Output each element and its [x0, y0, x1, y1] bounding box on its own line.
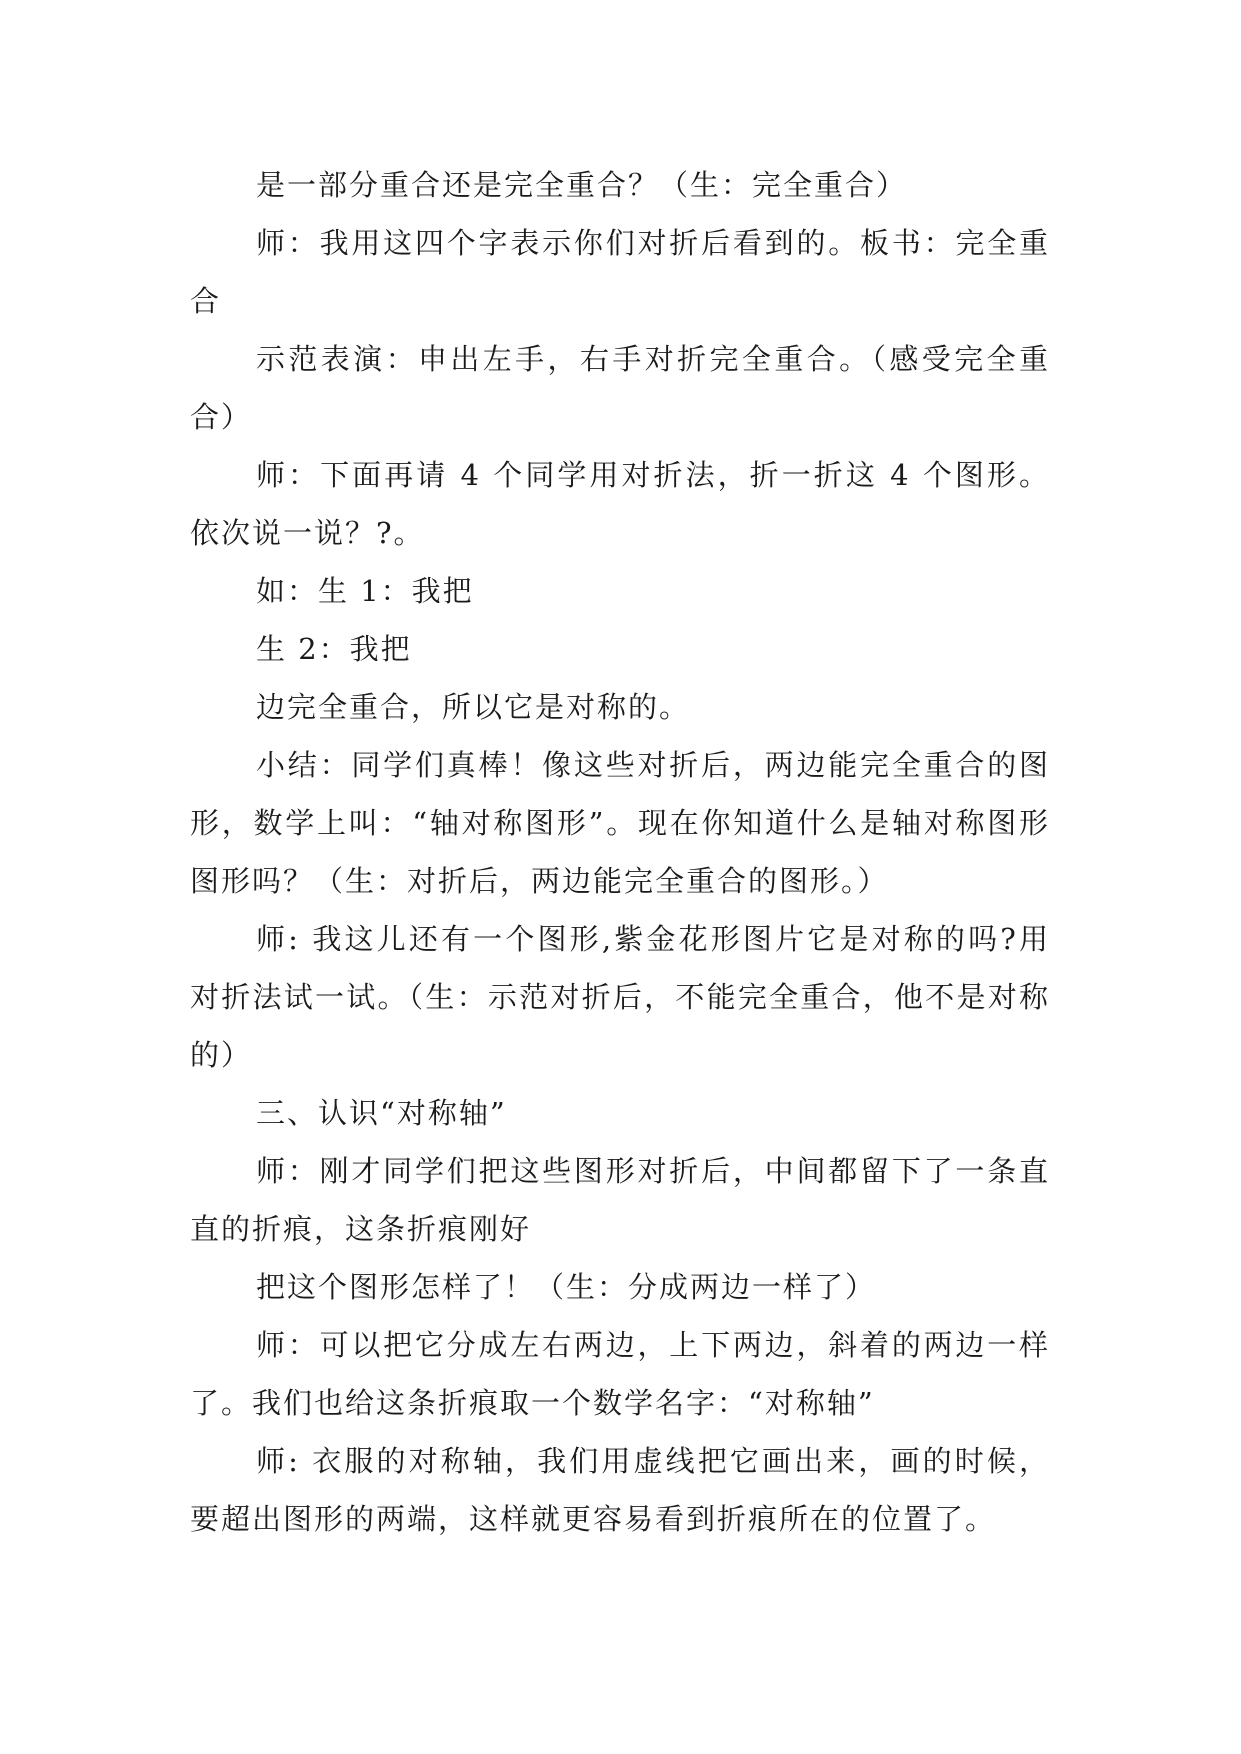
paragraph-4: 师：下面再请 4 个同学用对折法，折一折这 4 个图形。依次说一说？?。: [190, 458, 1050, 550]
document-body: [190, 156, 1050, 1548]
paragraph-5: 如：生 1：我把: [256, 574, 474, 608]
paragraph-9: 师: 我这儿还有一个图形,紫金花形图片它是对称的吗?用对折法试一试。（生：示范对折后，不能完全重合，他不是对称的）: [190, 922, 1050, 1072]
paragraph-13: 师：可以把它分成左右两边，上下两边，斜着的两边一样了。我们也给这条折痕取一个数学名字：“对称轴”: [190, 1328, 1050, 1420]
paragraph-12: 把这个图形怎样了！（生：分成两边一样了）: [256, 1270, 877, 1304]
paragraph-8: 小结：同学们真棒！像这些对折后，两边能完全重合的图形，数学上叫：“轴对称图形”。现在你知道什么是轴对称图形图形吗？（生：对折后，两边能完全重合的图形。）: [190, 748, 1050, 898]
paragraph-3: 示范表演：申出左手，右手对折完全重合。（感受完全重合）: [190, 342, 1050, 434]
paragraph-11: 师：刚才同学们把这些图形对折后，中间都留下了一条直直的折痕，这条折痕刚好: [190, 1154, 1050, 1246]
paragraph-1: 是一部分重合还是完全重合？（生：完全重合）: [256, 168, 908, 202]
paragraph-6: 生 2：我把: [256, 632, 412, 666]
section-heading: 三、认识“对称轴”: [256, 1096, 507, 1130]
paragraph-7: 边完全重合，所以它是对称的。: [256, 690, 691, 724]
paragraph-2: 师：我用这四个字表示你们对折后看到的。板书：完全重合: [190, 226, 1050, 318]
paragraph-14: 师: 衣服的对称轴，我们用虚线把它画出来，画的时候，要超出图形的两端，这样就更容易看到折痕所在的位置了。: [190, 1444, 1050, 1536]
